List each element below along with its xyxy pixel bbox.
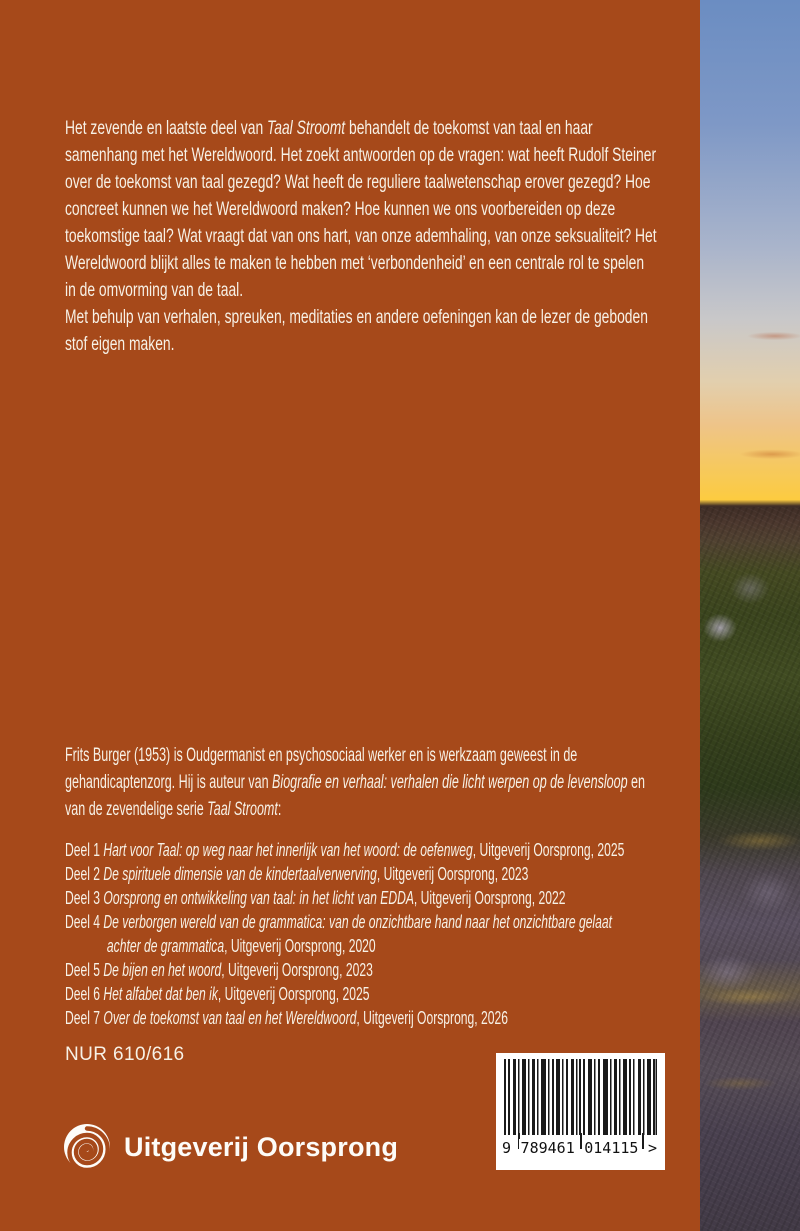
text-segment: en van de zevendelige serie <box>65 772 646 820</box>
barcode-digit-group: 789461 <box>520 1139 575 1157</box>
barcode-digit-group: > <box>647 1139 657 1157</box>
text-segment: De spirituele dimensie van de kindertaalverwerving <box>103 863 377 884</box>
text-segment: Deel 4 <box>65 911 104 932</box>
nur-code: NUR 610/616 <box>65 1044 185 1065</box>
text-segment: , Uitgeverij Oorsprong, 2023 <box>376 863 529 884</box>
book-list-item <box>65 862 687 886</box>
book-list-item <box>65 886 687 910</box>
book-list-item <box>65 910 687 958</box>
book-list-item <box>65 958 687 982</box>
text-segment: , Uitgeverij Oorsprong, 2022 <box>413 887 566 908</box>
text-segment: Deel 6 <box>65 983 104 1004</box>
text-segment: Het zevende en laatste deel van <box>65 118 268 139</box>
text-segment: , Uitgeverij Oorsprong, 2025 <box>472 839 625 860</box>
text-segment: , Uitgeverij Oorsprong, 2023 <box>221 959 373 980</box>
barcode-digit-group: 014115 <box>584 1139 639 1157</box>
text-segment: , Uitgeverij Oorsprong, 2026 <box>356 1007 508 1028</box>
text-segment: Deel 3 <box>65 887 104 908</box>
isbn-barcode <box>496 1053 665 1170</box>
series-book-list <box>65 838 687 1030</box>
text-segment: , Uitgeverij Oorsprong, 2020 <box>224 935 376 956</box>
text-segment: achter de grammatica <box>106 935 225 956</box>
text-segment: Frits Burger (1953) is Oudgermanist en psychosociaal werker en is werkzaam geweest in de gehandicaptenzorg. Hij is auteur van <box>65 745 578 793</box>
text-segment: , Uitgeverij Oorsprong, 2025 <box>217 983 370 1004</box>
text-segment: Hart voor Taal: op weg naar het innerlijk van het woord: de oefenweg <box>103 839 473 860</box>
text-segment: Deel 5 <box>65 959 104 980</box>
text-segment: De verborgen wereld van de grammatica: van de onzichtbare hand naar het onzichtbare gelaat <box>103 911 612 932</box>
text-segment: Biografie en verhaal: verhalen die licht werpen op de levensloop <box>272 772 628 793</box>
text-segment: Deel 1 <box>65 839 104 860</box>
publisher-name: Uitgeverij Oorsprong <box>124 1131 399 1162</box>
text-segment: behandelt de toekomst van taal en haar samenhang met het Wereldwoord. Het zoekt antwoorden op de vragen: wat heeft Rudolf Steiner over de toekomst van taal gezegd? Wat heeft de reguliere taalwetenschap erover gezegd? Hoe concreet kunnen we het Wereldwoord maken? Hoe kunnen we ons voorbereiden op deze toekomstige taal? Wat vraagt dat van ons hart, van onze ademhaling, van onze seksualiteit? Het Wereldwoord blijkt alles te maken te hebben met ‘verbondenheid’ en een centrale rol te spelen in de omvorming van de taal. <box>65 118 657 301</box>
text-segment: Over de toekomst van taal en het Wereldwoord <box>103 1007 357 1028</box>
blurb-text <box>65 115 658 358</box>
cover-photo-strip <box>700 0 800 1231</box>
barcode-digits <box>500 1139 659 1157</box>
book-list-item <box>65 982 687 1006</box>
book-list-item <box>65 1006 687 1030</box>
publisher-block <box>64 1122 398 1172</box>
text-segment: Deel 7 <box>65 1007 104 1028</box>
text-segment: Met behulp van verhalen, spreuken, meditaties en andere oefeningen kan de lezer de geboden stof eigen maken. <box>65 307 648 355</box>
text-segment: De bijen en het woord <box>103 959 222 980</box>
spiral-koru-icon <box>64 1124 110 1170</box>
barcode-bars <box>504 1059 657 1135</box>
text-segment: Het alfabet dat ben ik <box>103 983 218 1004</box>
blurb-paragraph <box>65 304 658 358</box>
text-segment: Deel 2 <box>65 863 104 884</box>
text-segment: Oorsprong en ontwikkeling van taal: in het licht van EDDA <box>103 887 414 908</box>
text-segment: : <box>277 799 282 820</box>
book-list-item <box>65 838 687 862</box>
text-segment: Taal Stroomt <box>267 118 346 139</box>
text-segment: Taal Stroomt <box>207 799 278 820</box>
barcode-digit-group: 9 <box>502 1139 512 1157</box>
blurb-paragraph <box>65 115 658 304</box>
author-bio <box>65 742 660 823</box>
